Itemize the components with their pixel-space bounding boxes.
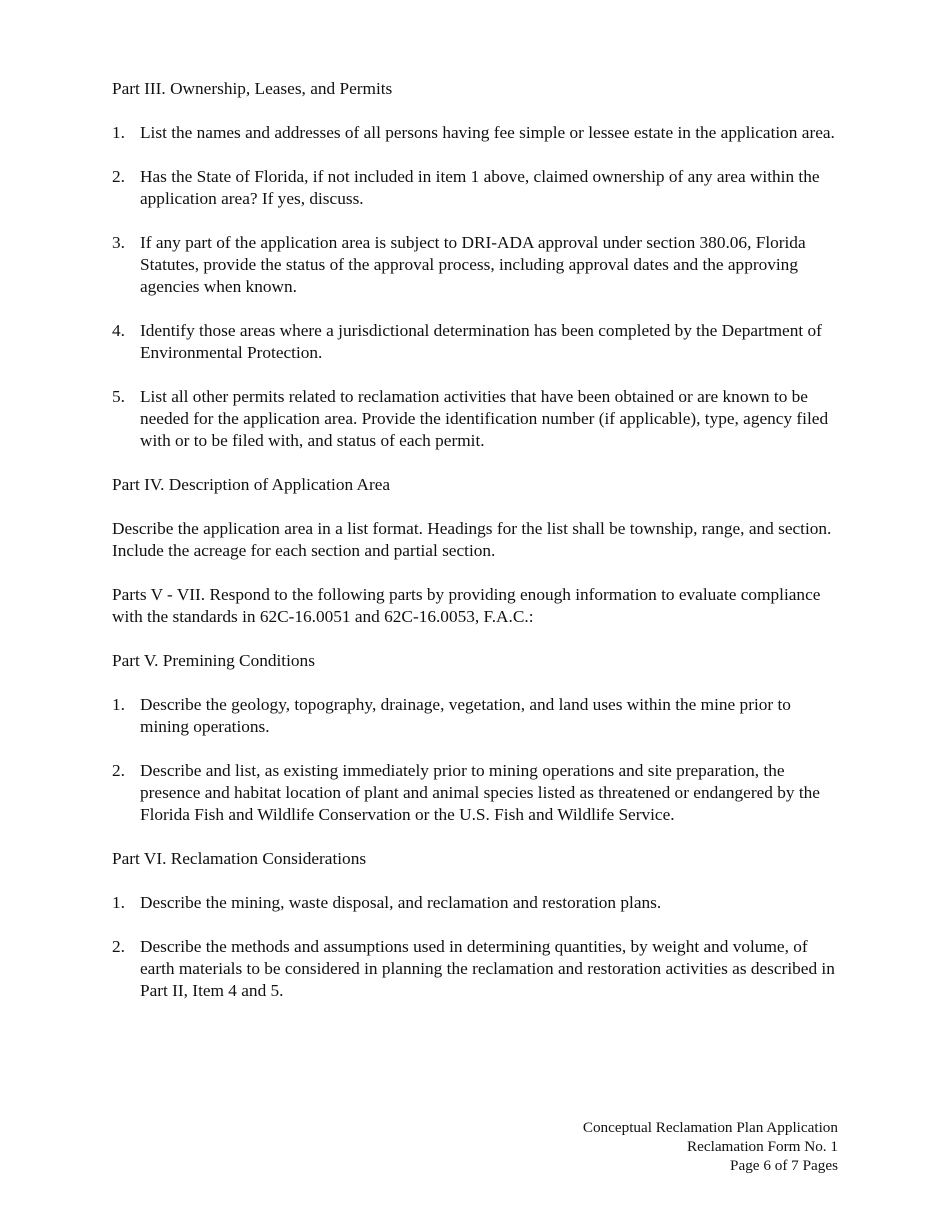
part-3-list [112,122,842,452]
item-text: Has the State of Florida, if not included in item 1 above, claimed ownership of any area within the application area? If yes, discuss. [140,167,820,208]
list-item [112,694,842,738]
document-body [112,78,842,1024]
footer-form-number: Reclamation Form No. 1 [686,1138,838,1155]
item-text: List all other permits related to reclamation activities that have been obtained or are known to be needed for the application area. Provide the identification number (if applicable), type, agency filed with or to be filed with, and status of each permit. [140,387,829,450]
part-6-heading: Part VI. Reclamation Considerations [112,849,367,868]
part-4-heading: Part IV. Description of Application Area [112,475,391,494]
item-number: 1. [112,123,125,142]
item-text: Describe the methods and assumptions used in determining quantities, by weight and volume, of earth materials to be considered in planning the reclamation and restoration activities as described in Part II, Item 4 and 5. [140,937,835,1000]
item-text: Describe the mining, waste disposal, and reclamation and restoration plans. [140,893,662,912]
item-number: 2. [112,761,125,780]
page-footer [583,1118,838,1175]
item-text: List the names and addresses of all persons having fee simple or lessee estate in the application area. [140,123,835,142]
item-number: 1. [112,893,125,912]
item-text: If any part of the application area is subject to DRI-ADA approval under section 380.06, Florida Statutes, provide the status of the approval process, including approval dates and the approving agencies when known. [140,233,806,296]
list-item [112,320,842,364]
part-6-list [112,892,842,1002]
item-number: 4. [112,321,125,340]
list-item [112,232,842,298]
item-number: 1. [112,695,125,714]
parts-5-7-intro: Parts V - VII. Respond to the following parts by providing enough information to evaluate compliance with the standards in 62C-16.0051 and 62C-16.0053, F.A.C.: [112,585,821,626]
footer-form-title: Conceptual Reclamation Plan Application [582,1119,838,1136]
item-number: 5. [112,387,125,406]
part-3-heading: Part III. Ownership, Leases, and Permits [112,79,393,98]
item-number: 2. [112,937,125,956]
list-item [112,760,842,826]
part-5-list [112,694,842,826]
item-text: Identify those areas where a jurisdictional determination has been completed by the Department of Environmental Protection. [140,321,822,362]
list-item [112,166,842,210]
part-4-text: Describe the application area in a list format. Headings for the list shall be township, range, and section. Include the acreage for each section and partial section. [112,519,832,560]
list-item [112,892,842,914]
part-5-heading: Part V. Premining Conditions [112,651,315,670]
list-item [112,386,842,452]
footer-page-number: Page 6 of 7 Pages [730,1157,838,1174]
list-item [112,936,842,1002]
item-number: 2. [112,167,125,186]
item-text: Describe the geology, topography, drainage, vegetation, and land uses within the mine prior to mining operations. [140,695,791,736]
item-number: 3. [112,233,125,252]
item-text: Describe and list, as existing immediately prior to mining operations and site preparation, the presence and habitat location of plant and animal species listed as threatened or endangered by the Florida Fish and Wildlife Conservation or the U.S. Fish and Wildlife Service. [140,761,820,824]
list-item [112,122,842,144]
